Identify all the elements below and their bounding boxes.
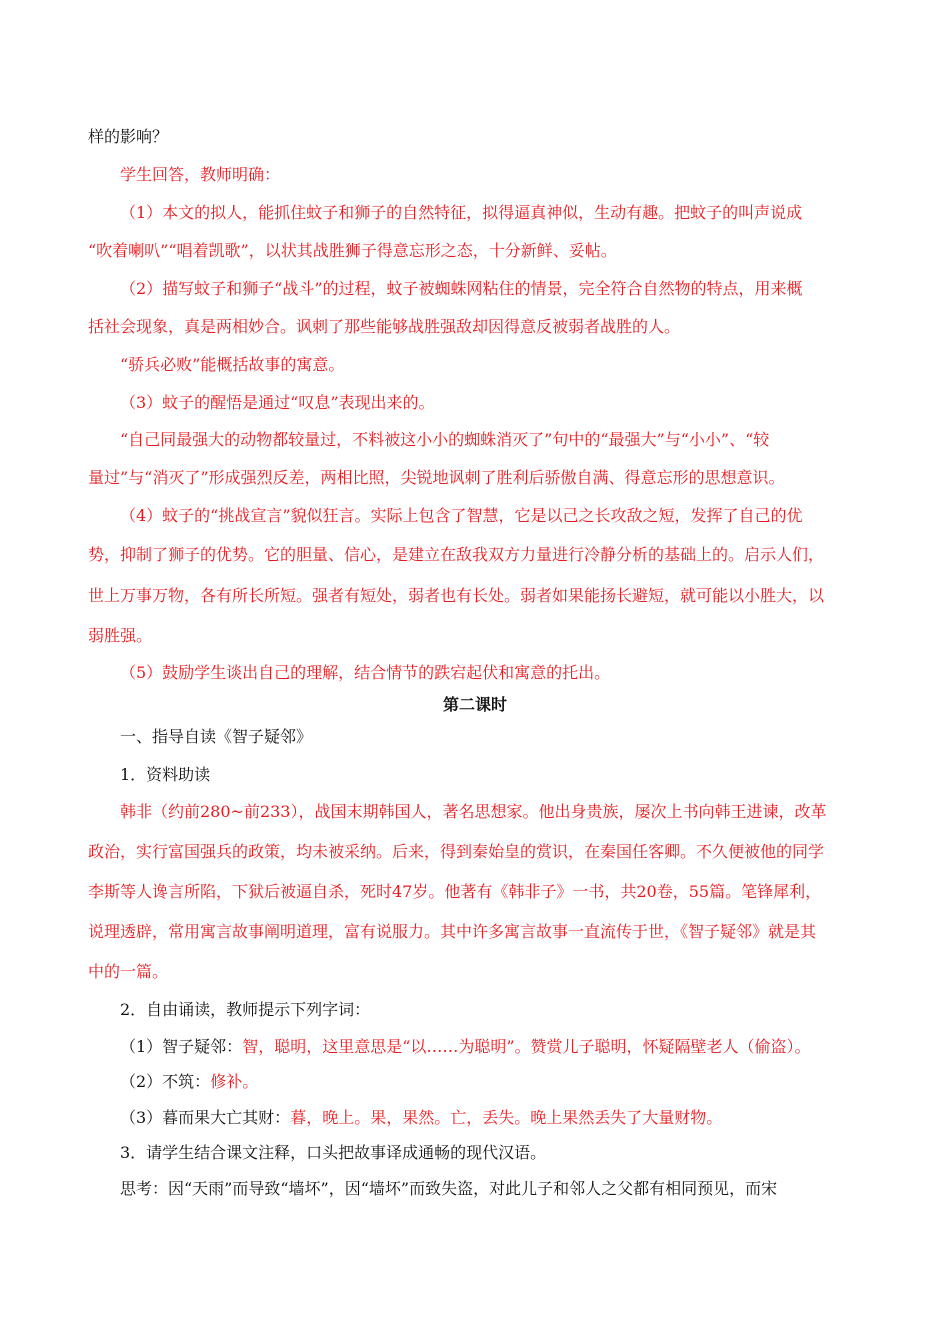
text-line: 说理透辟，常用寓言故事阐明道理，富有说服力。其中许多寓言故事一直流传于世，《智子疑邻》就是其	[88, 922, 817, 941]
text-line: （3）蚊子的醒悟是通过“叹息”表现出来的。	[120, 393, 435, 412]
text-line: 势，抑制了狮子的优势。它的胆量、信心，是建立在敌我双方力量进行冷静分析的基础上的。启示人们，	[88, 545, 825, 564]
text-line: 韩非（约前280~前233），战国末期韩国人，著名思想家。他出身贵族，屡次上书向韩王进谏，改革	[120, 802, 827, 821]
text-line: 思考：因“天雨”而导致“墙坏”，因“墙坏”而致失盗，对此儿子和邻人之父都有相同预见，而宋	[120, 1179, 778, 1198]
text-line: 样的影响？	[88, 127, 169, 146]
text-line: 一、指导自读《智子疑邻》	[120, 727, 313, 746]
vocab-term: （3）暮而果大亡其财：	[120, 1108, 291, 1127]
text-line: （4）蚊子的“挑战宣言”貌似狂言。实际上包含了智慧，它是以己之长攻敌之短，发挥了自己的优	[120, 506, 803, 525]
text-line: （2）描写蚊子和狮子“战斗”的过程，蚊子被蜘蛛网粘住的情景，完全符合自然物的特点，用来概	[120, 279, 803, 298]
text-line: 3．请学生结合课文注释，口头把故事译成通畅的现代汉语。	[120, 1143, 547, 1162]
text-line: 2．自由诵读，教师提示下列字词：	[120, 1000, 371, 1019]
text-line: “自己同最强大的动物都较量过，不料被这小小的蜘蛛消灭了”句中的“最强大”与“小小”、“较	[120, 430, 770, 449]
text-line: 括社会现象，真是两相妙合。讽刺了那些能够战胜强敌却因得意反被弱者战胜的人。	[88, 317, 681, 336]
text-line: 1．资料助读	[120, 765, 211, 784]
vocab-explanation: 修补。	[210, 1072, 259, 1091]
vocab-term: （1）智子疑邻：	[120, 1037, 243, 1056]
text-line: 中的一篇。	[88, 962, 169, 981]
text-line: （1）本文的拟人，能抓住蚊子和狮子的自然特征，拟得逼真神似，生动有趣。把蚊子的叫声说成	[120, 203, 803, 222]
section-title: 第二课时	[442, 695, 507, 714]
text-line: 世上万事万物，各有所长所短。强者有短处，弱者也有长处。弱者如果能扬长避短，就可能以小胜大，以	[88, 586, 825, 605]
vocab-line	[120, 1108, 950, 1128]
text-line: （5）鼓励学生谈出自己的理解，结合情节的跌宕起伏和寓意的托出。	[120, 663, 611, 682]
vocab-explanation: 智，聪明，这里意思是“以……为聪明”。赞赏儿子聪明，怀疑隔壁老人（偷盗）。	[242, 1037, 811, 1056]
text-line: “骄兵必败”能概括故事的寓意。	[120, 355, 345, 374]
text-line: 政治，实行富国强兵的政策，均未被采纳。后来，得到秦始皇的赏识，在秦国任客卿。不久便被他的同学	[88, 842, 825, 861]
text-line: “吹着喇叭”“唱着凯歌”，以状其战胜狮子得意忘形之态，十分新鲜、妥帖。	[88, 241, 617, 260]
text-line: 李斯等人谗言所陷，下狱后被逼自杀，死时47岁。他著有《韩非子》一书，共20卷，55篇。笔锋犀利，	[88, 882, 822, 901]
vocab-term: （2）不筑：	[120, 1072, 211, 1091]
text-line: 学生回答，教师明确：	[120, 165, 281, 184]
vocab-explanation: 暮，晚上。果，果然。亡，丢失。晚上果然丢失了大量财物。	[290, 1108, 723, 1127]
text-line: 量过”与“消灭了”形成强烈反差，两相比照，尖锐地讽刺了胜利后骄傲自满、得意忘形的思想意识。	[88, 468, 785, 487]
vocab-line	[120, 1072, 950, 1092]
text-line: 弱胜强。	[88, 626, 153, 645]
vocab-line	[120, 1037, 950, 1057]
